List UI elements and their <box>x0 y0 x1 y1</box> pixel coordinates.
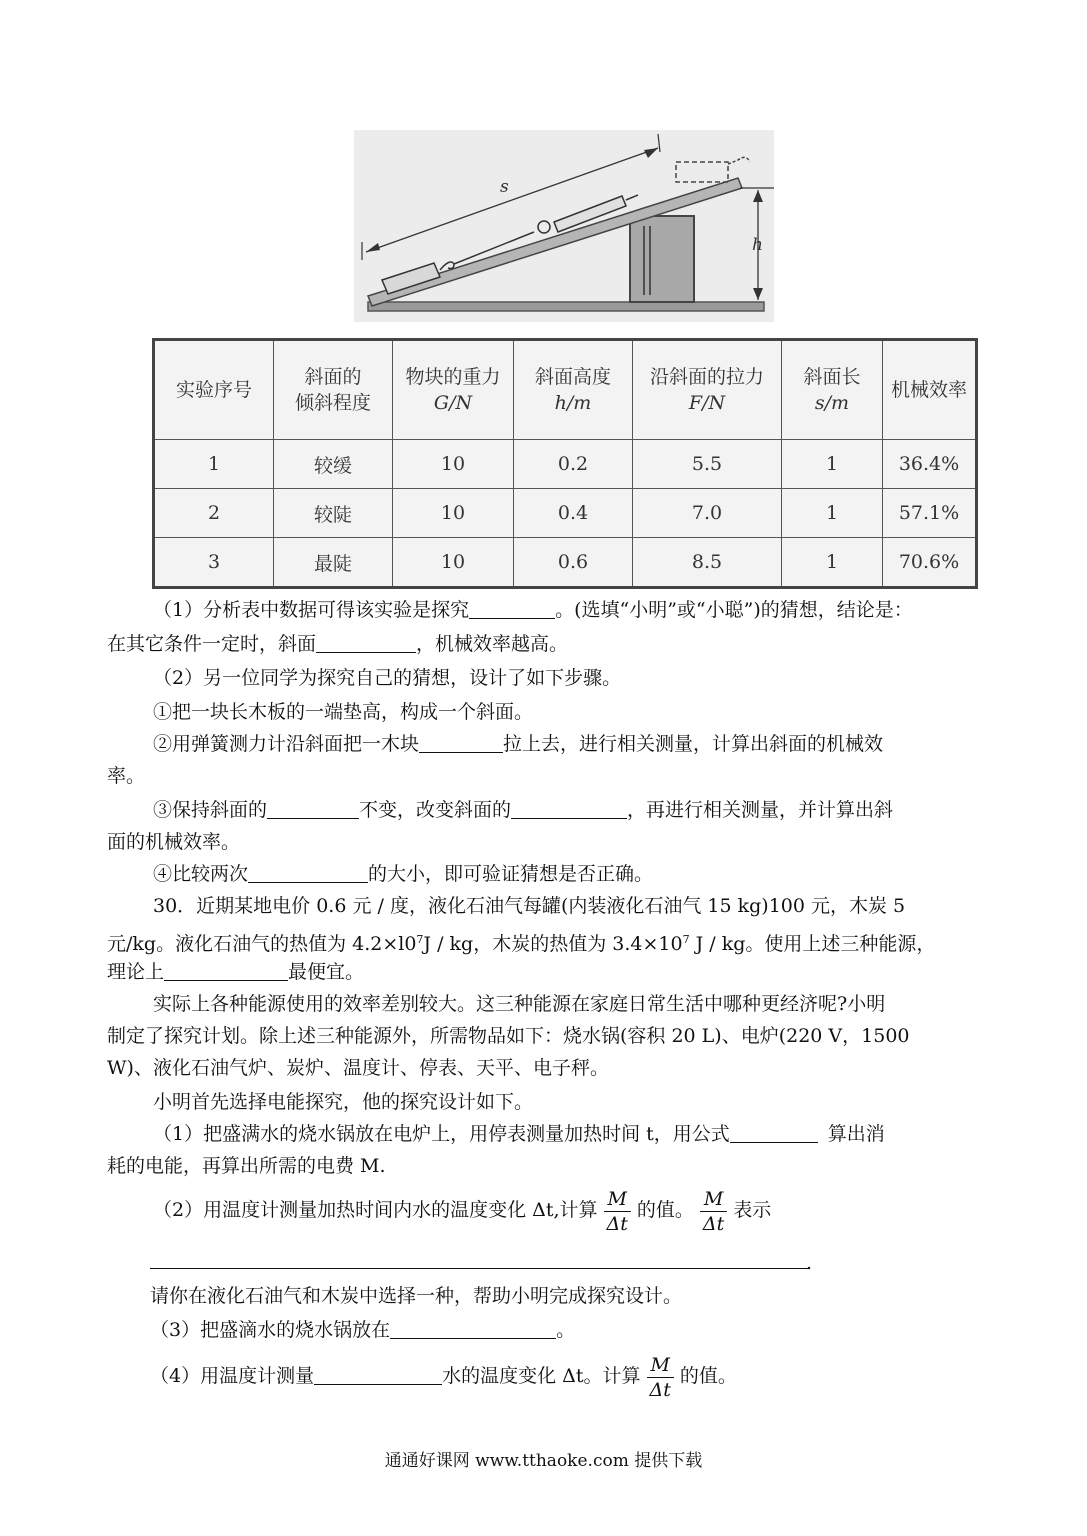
fraction-m-over-dt: $\frac{M}{\Delta t}$ <box>604 1187 631 1236</box>
answer-blank[interactable] <box>730 1122 818 1143</box>
table-cell: 0.2 <box>514 440 633 489</box>
table-cell: 0.4 <box>514 489 633 538</box>
table-cell: 较陡 <box>274 489 393 538</box>
table-cell: 36.4% <box>883 440 977 489</box>
experiment-table <box>152 338 978 584</box>
table-cell: 3 <box>154 538 274 588</box>
step-4: ④比较两次 的大小，即可验证猜想是否正确。 <box>153 863 654 885</box>
paragraph-line-4: 小明首先选择电能探究，他的探究设计如下。 <box>153 1091 534 1113</box>
design-step-1-line-1: （1）把盛满水的烧水锅放在电炉上，用停表测量加热时间 t，用公式 算出消 <box>153 1123 885 1145</box>
step-2-line-1: ②用弹簧测力计沿斜面把一木块 拉上去，进行相关测量，计算出斜面的机械效 <box>153 733 884 755</box>
table-cell: 7.0 <box>633 489 782 538</box>
table-cell: 8.5 <box>633 538 782 588</box>
data-table <box>152 338 978 589</box>
table-cell: 1 <box>782 440 883 489</box>
col-header: 斜面的 倾斜程度 <box>274 340 393 440</box>
table-header-row <box>154 340 977 440</box>
question-30-line-2: 元/kg。液化石油气的热值为 $4.2\times l0^7J$ / kg，木炭的热值为 $3.4\times 10^7$ J / kg。使用上述三种能源， <box>107 933 936 955</box>
question-1-line-1: （1）分析表中数据可得该实验是探究 。(选填“小明”或“小聪”)的猜想，结论是： <box>153 599 913 621</box>
table-cell: 1 <box>154 440 274 489</box>
table-cell: 1 <box>782 538 883 588</box>
answer-blank[interactable] <box>248 862 368 883</box>
table-cell: 2 <box>154 489 274 538</box>
table-cell: 1 <box>782 489 883 538</box>
question-30-line-1: 30．近期某地电价 0.6 元 / 度，液化石油气每罐(内装液化石油气 15 kg)100 元，木炭 5 <box>153 895 906 917</box>
table-cell: 最陡 <box>274 538 393 588</box>
answer-blank[interactable] <box>267 798 359 819</box>
col-header: 斜面长 s/m <box>782 340 883 440</box>
page-footer: 通通好课网 www.tthaoke.com 提供下载 <box>384 1451 703 1471</box>
answer-blank[interactable] <box>469 598 555 619</box>
col-header: 实验序号 <box>154 340 274 440</box>
col-header: 斜面高度 h/m <box>514 340 633 440</box>
col-header: 物块的重力 G/N <box>393 340 514 440</box>
table-row <box>154 538 977 588</box>
col-header: 机械效率 <box>883 340 977 440</box>
design-step-3: （3）把盛滴水的烧水锅放在 。 <box>150 1319 576 1341</box>
paragraph-line-1: 实际上各种能源使用的效率差别较大。这三种能源在家庭日常生活中哪种更经济呢?小明 <box>153 993 886 1015</box>
table-cell: 0.6 <box>514 538 633 588</box>
question-1-line-2: 在其它条件一定时，斜面 ，机械效率越高。 <box>107 633 569 655</box>
label-h: h <box>752 235 763 255</box>
design-step-1-line-2: 耗的电能，再算出所需的电费 M. <box>107 1155 386 1177</box>
paragraph-line-3: W)、液化石油气炉、炭炉、温度计、停表、天平、电子秤。 <box>107 1057 609 1079</box>
long-answer-line[interactable] <box>150 1268 808 1269</box>
answer-blank[interactable] <box>511 798 627 819</box>
table-cell: 5.5 <box>633 440 782 489</box>
step-2-line-2: 率。 <box>107 765 146 787</box>
question-2-intro: （2）另一位同学为探究自己的猜想，设计了如下步骤。 <box>153 667 622 689</box>
support-block <box>630 216 694 302</box>
table-row <box>154 440 977 489</box>
col-header: 沿斜面的拉力 F/N <box>633 340 782 440</box>
question-30-line-3: 理论上 最便宜。 <box>107 961 365 983</box>
line-end-period: . <box>806 1252 813 1274</box>
ground-board <box>368 302 764 311</box>
step-3-line-2: 面的机械效率。 <box>107 831 241 853</box>
answer-blank[interactable] <box>314 1364 442 1385</box>
answer-blank[interactable] <box>390 1318 556 1339</box>
table-cell: 较缓 <box>274 440 393 489</box>
choose-instruction: 请你在液化石油气和木炭中选择一种，帮助小明完成探究设计。 <box>150 1285 683 1307</box>
table-cell: 70.6% <box>883 538 977 588</box>
step-1: ①把一块长木板的一端垫高，构成一个斜面。 <box>153 701 534 723</box>
table-row <box>154 489 977 538</box>
table-cell: 10 <box>393 538 514 588</box>
inclined-plane-diagram <box>354 130 774 322</box>
fraction-m-over-dt: $\frac{M}{\Delta t}$ <box>700 1187 727 1236</box>
dashed-block <box>676 162 728 182</box>
step-3-line-1: ③保持斜面的 不变，改变斜面的 ，再进行相关测量，并计算出斜 <box>153 799 894 821</box>
answer-blank[interactable] <box>164 960 288 981</box>
table-cell: 57.1% <box>883 489 977 538</box>
design-step-2: （2）用温度计测量加热时间内水的温度变化 Δt,计算 $\frac{M}{\Delta t}$ 的值。 $\frac{M}{\Delta t}$ 表示 <box>153 1187 772 1235</box>
answer-blank[interactable] <box>419 732 503 753</box>
design-step-4: （4）用温度计测量 水的温度变化 Δt。计算 $\frac{M}{\Delta t}$ 的值。 <box>150 1353 737 1401</box>
table-cell: 10 <box>393 489 514 538</box>
label-s: s <box>500 177 509 197</box>
fraction-m-over-dt: $\frac{M}{\Delta t}$ <box>647 1353 674 1402</box>
paragraph-line-2: 制定了探究计划。除上述三种能源外，所需物品如下：烧水锅(容积 20 L)、电炉(220 V，1500 <box>107 1025 910 1047</box>
table-cell: 10 <box>393 440 514 489</box>
inclined-plane-figure <box>354 130 774 322</box>
answer-blank[interactable] <box>316 632 416 653</box>
